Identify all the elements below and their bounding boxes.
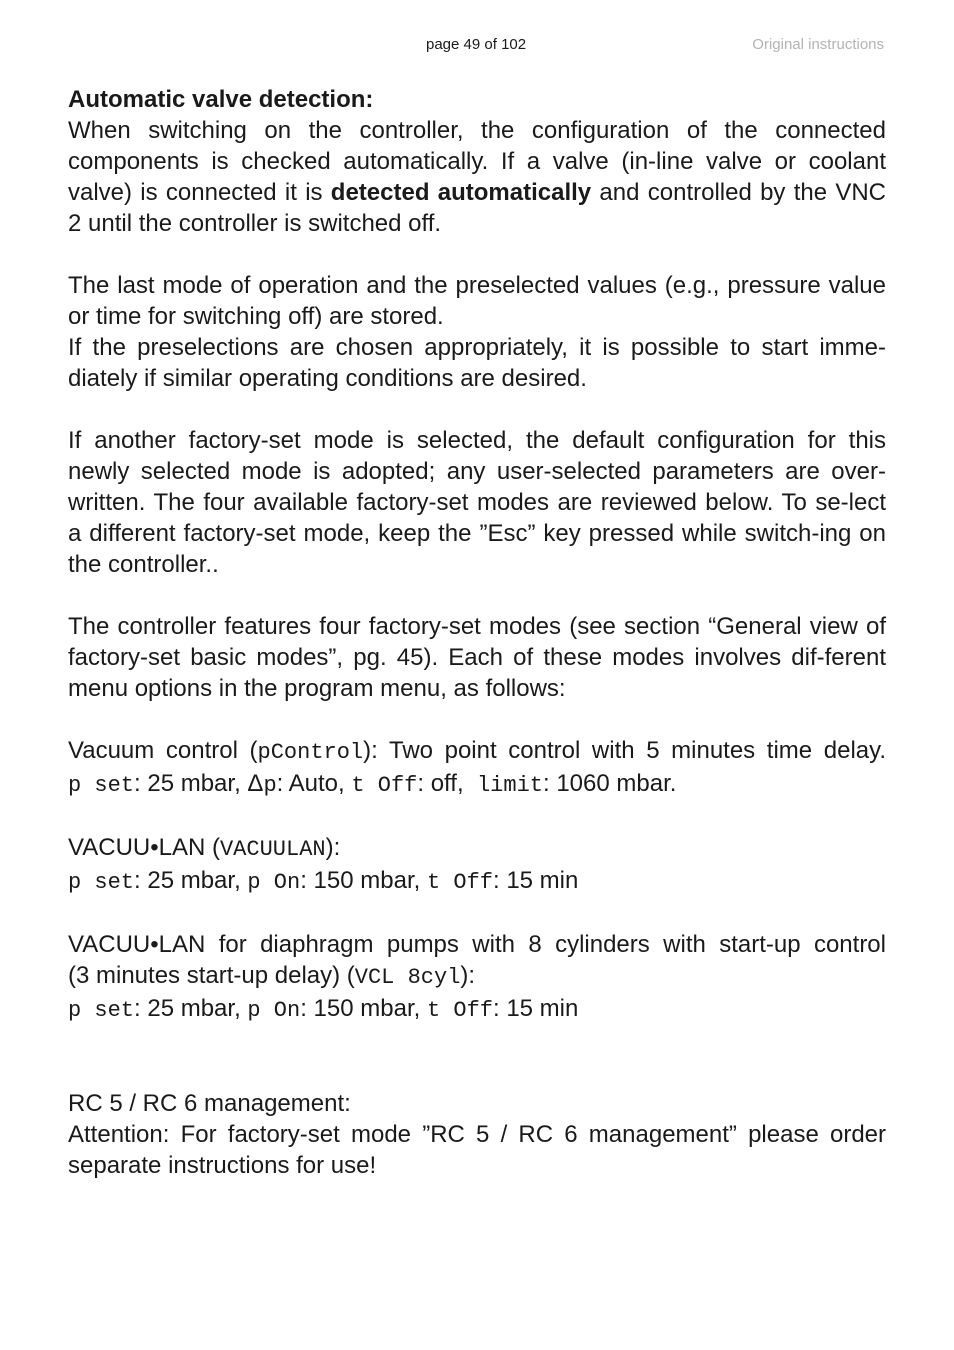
four-modes-paragraph: The controller features four factory-set modes (see section “General view of factory-set basic modes”, pg. 45). Each of these modes involves dif-ferent menu options in the program menu, as follows: bbox=[68, 613, 886, 702]
valve-detection-paragraph: When switching on the controller, the configuration of the connected components is checked automatically. If a valve (in-line valve or coolant valve) is connected it is detected automatically and controlled by the VNC 2 until the controller is switched off. bbox=[68, 117, 887, 237]
mode-rc-title: RC 5 / RC 6 management: bbox=[68, 1090, 351, 1117]
document-label: Original instructions bbox=[752, 36, 884, 53]
mode-vacuulan-params: p set: 25 mbar, p On: 150 mbar, t Off: 15 min bbox=[68, 867, 579, 895]
preselection-paragraph: If the preselections are chosen appropriately, it is possible to start imme-diately if similar operating conditions are desired. bbox=[68, 334, 886, 392]
mode-vcl8-params: p set: 25 mbar, p On: 150 mbar, t Off: 15 min bbox=[68, 995, 579, 1023]
stored-values-paragraph: The last mode of operation and the preselected values (e.g., pressure value or time for switching off) are stored. bbox=[68, 272, 886, 330]
mode-vacuum-control-title: Vacuum control (pControl): Two point control with 5 minutes time delay. bbox=[68, 737, 887, 765]
page-content bbox=[68, 84, 886, 1181]
page-header bbox=[0, 34, 954, 56]
section-heading: Automatic valve detection: bbox=[68, 86, 374, 113]
factory-mode-paragraph: If another factory-set mode is selected, the default configuration for this newly selected mode is adopted; any user-selected parameters are over-written. The four available factory-set modes are reviewed below. To se-lect a different factory-set mode, keep the ”Esc” key pressed while switch-ing on the controller.. bbox=[68, 427, 886, 578]
mode-vcl8-title-line1: VACUU•LAN for diaphragm pumps with 8 cylinders with start-up control bbox=[68, 931, 886, 958]
mode-rc-attention: Attention: For factory-set mode ”RC 5 / RC 6 management” please order separate instructions for use! bbox=[68, 1121, 886, 1179]
mode-vcl8-title-line2: (3 minutes start-up delay) (VCL 8cyl): bbox=[68, 962, 476, 990]
mode-vacuum-control-params: p set: 25 mbar, Δp: Auto, t Off: off, limit: 1060 mbar. bbox=[68, 770, 677, 798]
page-number: page 49 of 102 bbox=[426, 36, 527, 53]
mode-vacuulan-title: VACUU•LAN (VACUULAN): bbox=[68, 834, 341, 862]
